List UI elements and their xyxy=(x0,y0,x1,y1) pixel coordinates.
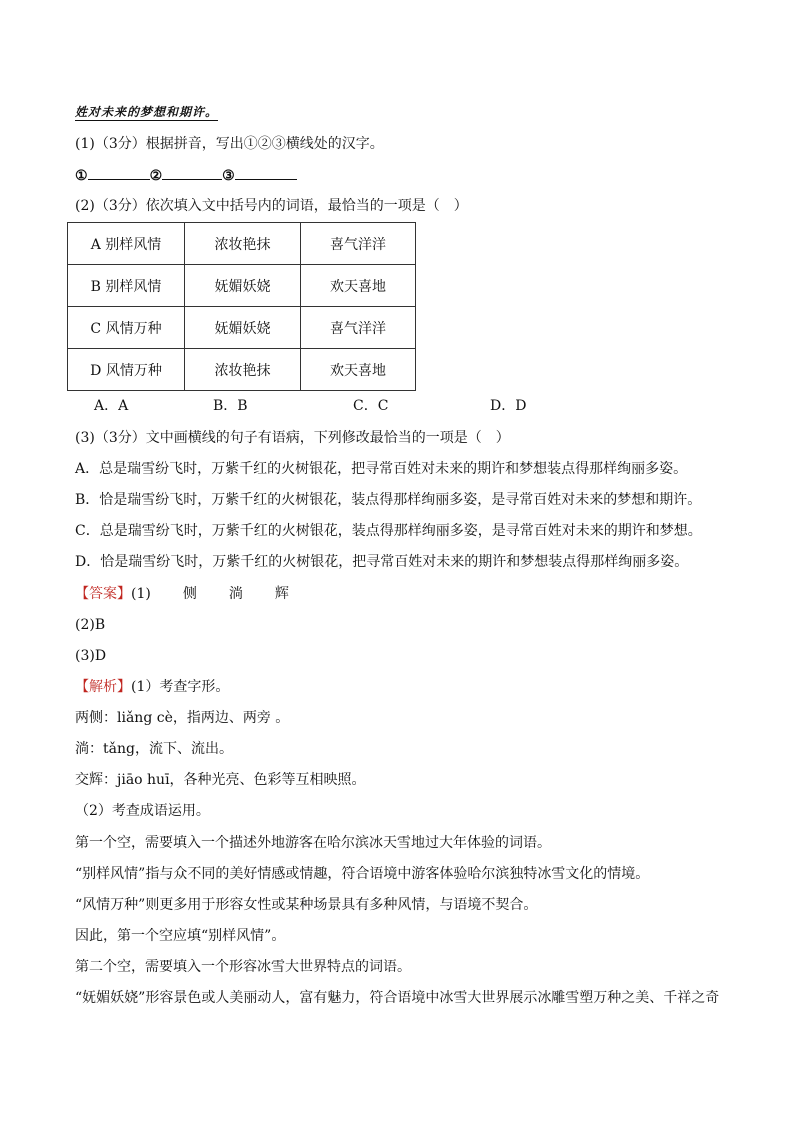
table-row xyxy=(68,223,416,265)
choice-a: A．A xyxy=(94,398,129,414)
question-3-option-d: D．恰是瑞雪纷飞时，万紫千红的火树银花，把寻常百姓对未来的期许和梦想装点得那样绚丽多姿。 xyxy=(75,554,689,570)
analysis-label: 【解析】 xyxy=(75,679,131,695)
table-cell: 妩媚妖娆 xyxy=(185,265,301,307)
blank-line-1 xyxy=(88,165,150,180)
blank-line-3 xyxy=(235,165,297,180)
choice-c: C．C xyxy=(353,398,389,414)
table-cell: 浓妆艳抹 xyxy=(185,223,301,265)
choice-b: B．B xyxy=(213,398,248,414)
analysis-line-1: 【解析】(1）考查字形。 xyxy=(75,679,230,695)
table-cell: B 别样风情 xyxy=(68,265,185,307)
table-row xyxy=(68,307,416,349)
answer-q3: (3)D xyxy=(75,648,107,664)
question-3-option-b: B．恰是瑞雪纷飞时，万紫千红的火树银花，装点得那样绚丽多姿，是寻常百姓对未来的梦想和期许。 xyxy=(75,492,702,508)
answer-q1-prefix: (1) xyxy=(131,586,151,602)
table-row xyxy=(68,265,416,307)
question-3-option-c: C．总是瑞雪纷飞时，万紫千红的火树银花，装点得那样绚丽多姿，是寻常百姓对未来的期许和梦想。 xyxy=(75,523,702,539)
table-cell: 欢天喜地 xyxy=(301,265,416,307)
table-cell: C 风情万种 xyxy=(68,307,185,349)
answer-q2: (2)B xyxy=(75,617,106,633)
blank-marker-3: ③ xyxy=(222,168,235,184)
header-fragment: 姓对未来的梦想和期许。 xyxy=(75,105,219,119)
table-cell: 浓妆艳抹 xyxy=(185,349,301,391)
analysis-line: 第二个空，需要填入一个形容冰雪大世界特点的词语。 xyxy=(75,959,411,975)
analysis-line: 两侧：liǎng cè，指两边、两旁 。 xyxy=(75,710,290,726)
answer-line-1 xyxy=(75,584,289,604)
table-cell: 喜气洋洋 xyxy=(301,307,416,349)
question-1-blanks xyxy=(75,165,297,186)
table-cell: 喜气洋洋 xyxy=(301,223,416,265)
table-cell: D 风情万种 xyxy=(68,349,185,391)
question-1-text: (1)（3分）根据拼音，写出①②③横线处的汉字。 xyxy=(75,136,384,152)
analysis-line: 第一个空，需要填入一个描述外地游客在哈尔滨冰天雪地过大年体验的词语。 xyxy=(75,835,551,851)
answer-char-3: 辉 xyxy=(274,586,289,602)
answer-label: 【答案】 xyxy=(75,586,131,602)
answer-char-1: 侧 xyxy=(182,586,197,602)
blank-marker-1: ① xyxy=(75,168,88,184)
choice-d: D．D xyxy=(490,398,527,414)
table-row xyxy=(68,349,416,391)
analysis-line: （2）考查成语运用。 xyxy=(75,803,210,819)
question-3-option-a: A．总是瑞雪纷飞时，万紫千红的火树银花，把寻常百姓对未来的期许和梦想装点得那样绚丽多姿。 xyxy=(75,461,688,477)
analysis-line: 交辉：jiāo huī，各种光亮、色彩等互相映照。 xyxy=(75,772,366,788)
analysis-line: 淌：tǎng，流下、流出。 xyxy=(75,741,233,757)
question-2-text: (2)（3分）依次填入文中括号内的词语，最恰当的一项是（ ） xyxy=(75,198,468,214)
table-cell: 欢天喜地 xyxy=(301,349,416,391)
table-cell: 妩媚妖娆 xyxy=(185,307,301,349)
options-table xyxy=(67,222,416,391)
question-2-choices xyxy=(0,396,794,416)
analysis-line: 因此，第一个空应填“别样风情”。 xyxy=(75,928,286,944)
blank-line-2 xyxy=(162,165,222,180)
blank-marker-2: ② xyxy=(149,168,163,184)
analysis-line: “妩媚妖娆”形容景色或人美丽动人，富有魅力，符合语境中冰雪大世界展示冰雕雪塑万种之美、千祥之奇 xyxy=(75,990,720,1006)
question-3-text: (3)（3分）文中画横线的句子有语病，下列修改最恰当的一项是（ ） xyxy=(75,430,510,446)
answer-char-2: 淌 xyxy=(228,586,243,602)
analysis-line: “别样风情”指与众不同的美好情感或情趣，符合语境中游客体验哈尔滨独特冰雪文化的情境。 xyxy=(75,866,650,882)
table-cell: A 别样风情 xyxy=(68,223,185,265)
analysis-line: “风情万种”则更多用于形容女性或某种场景具有多种风情，与语境不契合。 xyxy=(75,897,538,913)
